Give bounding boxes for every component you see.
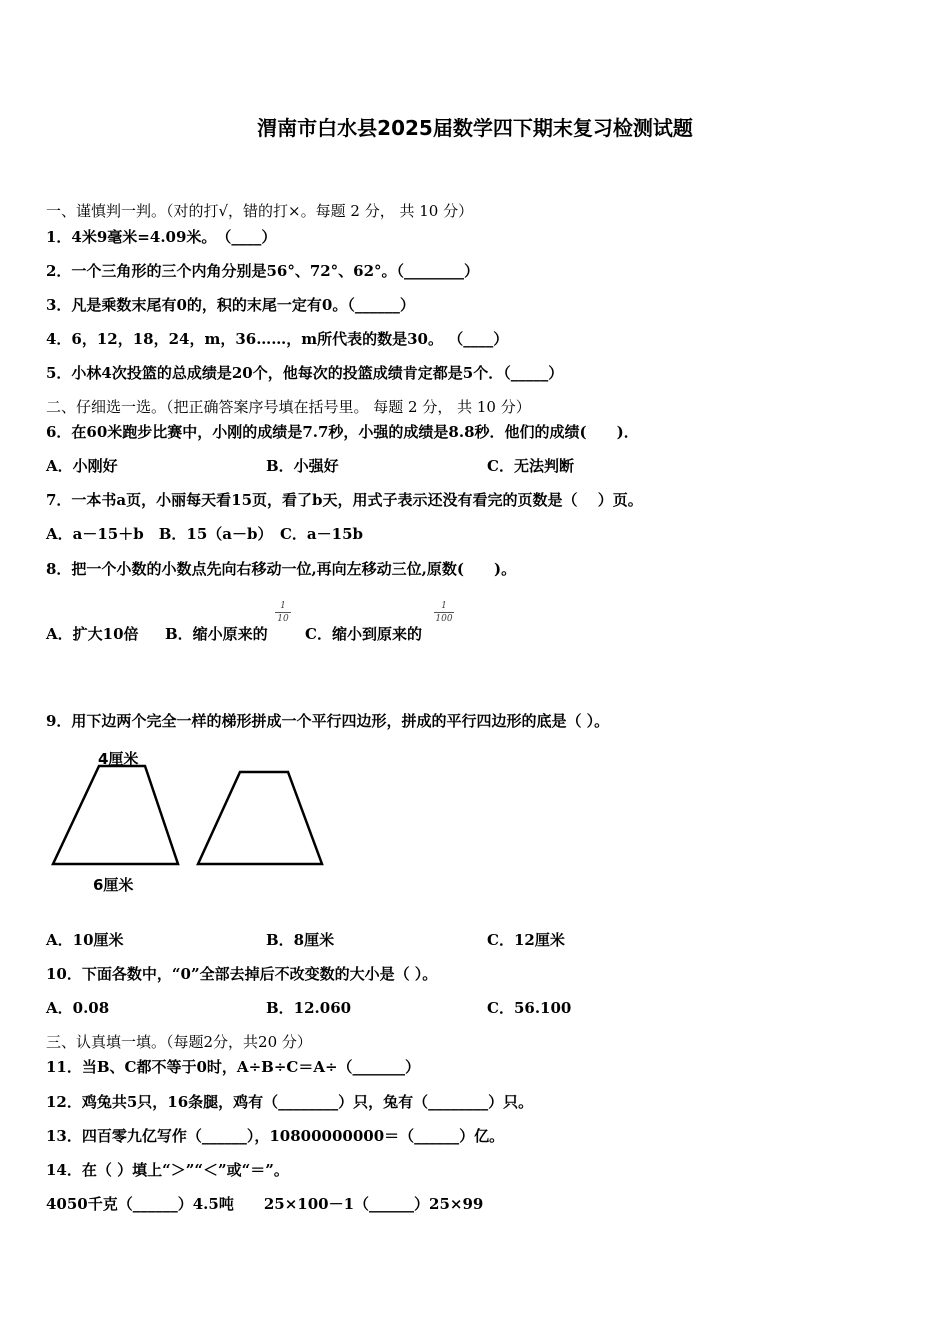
- question-8: 8．把一个小数的小数点先向右移动一位,再向左移动三位,原数( )。: [46, 560, 517, 578]
- question-5: 5．小林4次投篮的总成绩是20个，他每次的投篮成绩肯定都是5个．（_____）: [46, 364, 564, 382]
- fraction-one-hundredth: [434, 601, 454, 624]
- q7-options: A．a－15＋b B．15（a－b） C．a－15b: [46, 525, 364, 543]
- trapezoid-top-label: 4厘米: [98, 750, 139, 768]
- question-3: 3．凡是乘数末尾有0的，积的末尾一定有0。（______）: [46, 296, 415, 314]
- page-title: 渭南市白水县2025届数学四下期末复习检测试题: [257, 116, 693, 140]
- q8-option-c: C．缩小到原来的: [305, 625, 422, 643]
- q10-option-c: C．56.100: [487, 999, 572, 1017]
- question-14: 14．在（ ）填上“＞”“＜”或“＝”。: [46, 1161, 289, 1179]
- question-6: 6．在60米跑步比赛中，小刚的成绩是7.7秒，小强的成绩是8.8秒．他们的成绩( )．: [46, 423, 639, 441]
- fraction-one-tenth: [275, 601, 291, 624]
- q6-option-b: B．小强好: [266, 457, 339, 475]
- question-11: 11．当B、C都不等于0时，A÷B÷C＝A÷（_______）: [46, 1058, 421, 1076]
- question-2: 2．一个三角形的三个内角分别是56°、72°、62°。（________）: [46, 262, 480, 280]
- question-10: 10．下面各数中，“0”全部去掉后不改变数的大小是（ ）。: [46, 965, 438, 983]
- q8-option-a: A．扩大10倍: [46, 625, 139, 643]
- question-9: 9．用下边两个完全一样的梯形拼成一个平行四边形，拼成的平行四边形的底是（ ）。: [46, 712, 610, 730]
- question-1: 1．4米9毫米=4.09米。 （____）: [46, 228, 277, 246]
- trapezoid-figure: [40, 742, 340, 902]
- question-13: 13．四百零九亿写作（______），10800000000＝（______）亿。: [46, 1127, 505, 1145]
- q9-option-b: B．8厘米: [266, 931, 335, 949]
- fraction-denominator: 100: [435, 614, 453, 624]
- fraction-numerator: 1: [441, 601, 447, 611]
- q9-option-a: A．10厘米: [46, 931, 124, 949]
- q6-option-c: C．无法判断: [487, 457, 574, 475]
- section-2-heading: 二、仔细选一选。（把正确答案序号填在括号里。 每题 2 分， 共 10 分）: [46, 398, 531, 416]
- q9-option-c: C．12厘米: [487, 931, 565, 949]
- fraction-denominator: 10: [277, 614, 289, 624]
- fraction-numerator: 1: [280, 601, 286, 611]
- section-3-heading: 三、认真填一填。（每题2分，共20 分）: [46, 1033, 312, 1051]
- trapezoid-bottom-label: 6厘米: [93, 876, 134, 894]
- question-7: 7．一本书a页，小丽每天看15页，看了b天，用式子表示还没有看完的页数是（ ）页。: [46, 491, 643, 509]
- q8-option-b: B．缩小原来的: [165, 625, 268, 643]
- question-4: 4．6，12，18，24，m，36……，m所代表的数是30。 （____）: [46, 330, 509, 348]
- section-1-heading: 一、谨慎判一判。（对的打√，错的打×。每题 2 分， 共 10 分）: [46, 202, 474, 220]
- question-12: 12．鸡兔共5只，16条腿，鸡有（________）只，兔有（________）只。: [46, 1093, 534, 1111]
- q6-option-a: A．小刚好: [46, 457, 118, 475]
- q10-option-a: A．0.08: [46, 999, 110, 1017]
- q10-option-b: B．12.060: [266, 999, 352, 1017]
- question-14-items: 4050千克（______）4.5吨 25×100－1（______）25×99: [46, 1195, 484, 1213]
